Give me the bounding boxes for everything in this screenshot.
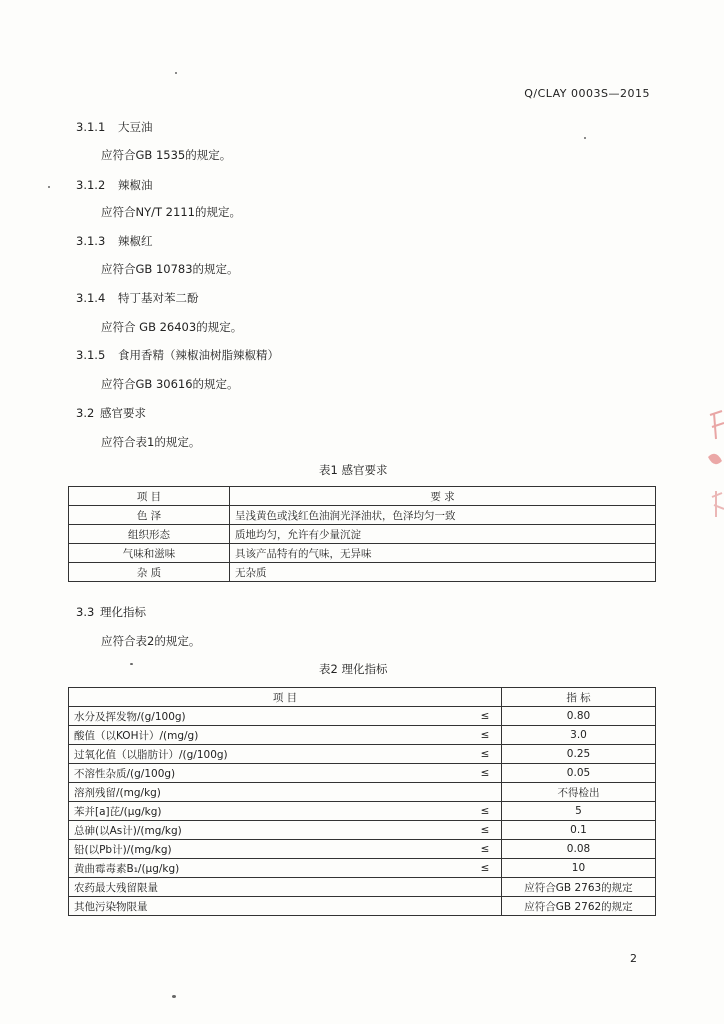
table-cell: 杂 质	[69, 563, 230, 582]
table-cell: ≤	[469, 764, 502, 783]
table-cell: ≤	[469, 726, 502, 745]
table-cell: 3.0	[501, 726, 655, 745]
section-heading: 3.1.2 辣椒油	[76, 178, 153, 192]
table-row	[69, 745, 656, 764]
section-text: 应符合表1的规定。	[101, 435, 201, 449]
section-heading: 3.1.3 辣椒红	[76, 234, 153, 248]
table-header-row	[69, 688, 656, 707]
table-cell: 不得检出	[501, 783, 655, 802]
table-row	[69, 840, 656, 859]
section-heading: 3.1.5 食用香精（辣椒油树脂辣椒精）	[76, 348, 279, 362]
table-cell: ≤	[469, 745, 502, 764]
section-text: 应符合GB 1535的规定。	[101, 148, 232, 162]
table-cell: 色 泽	[69, 506, 230, 525]
table-cell: 10	[501, 859, 655, 878]
table-cell: 无杂质	[230, 563, 656, 582]
table-header-row	[69, 487, 656, 506]
scan-speck	[584, 137, 586, 139]
section-text: 应符合表2的规定。	[101, 634, 201, 648]
physicochemical-table	[68, 687, 656, 916]
scan-speck	[130, 663, 133, 665]
section-heading: 3.3 理化指标	[76, 605, 146, 619]
table-cell: ≤	[469, 840, 502, 859]
table-row	[69, 802, 656, 821]
section-text: 应符合GB 10783的规定。	[101, 262, 239, 276]
table-cell: ≤	[469, 802, 502, 821]
section-text: 应符合NY/T 2111的规定。	[101, 205, 241, 219]
table-cell: 0.1	[501, 821, 655, 840]
table-cell: 酸值（以KOH计）/(mg/g)	[69, 726, 469, 745]
table-cell: 气味和滋味	[69, 544, 230, 563]
table-cell: 具该产品特有的气味，无异味	[230, 544, 656, 563]
table-cell: ≤	[469, 707, 502, 726]
scan-speck	[48, 186, 50, 188]
table-cell: 农药最大残留限量	[69, 878, 469, 897]
scan-speck	[172, 995, 176, 998]
table-cell: 0.05	[501, 764, 655, 783]
table-row	[69, 707, 656, 726]
table-row	[69, 563, 656, 582]
table1-caption: 表1 感官要求	[319, 463, 388, 477]
sensory-table	[68, 486, 656, 582]
table-row	[69, 544, 656, 563]
table-row	[69, 764, 656, 783]
table-header-cell: 要 求	[230, 487, 656, 506]
section-text: 应符合GB 30616的规定。	[101, 377, 239, 391]
table-cell: 铅(以Pb计)/(mg/kg)	[69, 840, 469, 859]
page-number: 2	[630, 952, 637, 965]
table-cell: 水分及挥发物/(g/100g)	[69, 707, 469, 726]
table-cell: 溶剂残留/(mg/kg)	[69, 783, 469, 802]
section-heading: 3.2 感官要求	[76, 406, 146, 420]
table2-caption: 表2 理化指标	[319, 662, 388, 676]
section-heading: 3.1.1 大豆油	[76, 120, 153, 134]
scan-speck	[175, 72, 177, 74]
standard-code: Q/CLAY 0003S—2015	[524, 87, 650, 100]
table-header-cell: 项 目	[69, 487, 230, 506]
table-cell: ≤	[469, 821, 502, 840]
seal-stamp-fragment	[700, 405, 724, 555]
table-cell: 0.80	[501, 707, 655, 726]
table-cell: 应符合GB 2763的规定	[501, 878, 655, 897]
table-header-cell: 项 目	[69, 688, 502, 707]
table-row	[69, 878, 656, 897]
table-cell: 过氧化值（以脂肪计）/(g/100g)	[69, 745, 469, 764]
table-cell: 应符合GB 2762的规定	[501, 897, 655, 916]
table-cell: 其他污染物限量	[69, 897, 469, 916]
table-cell: 质地均匀，允许有少量沉淀	[230, 525, 656, 544]
table-cell: 苯并[a]芘/(μg/kg)	[69, 802, 469, 821]
table-row	[69, 897, 656, 916]
table-cell: ≤	[469, 859, 502, 878]
table-cell: 组织形态	[69, 525, 230, 544]
table-cell	[469, 783, 502, 802]
table-header-cell: 指 标	[501, 688, 655, 707]
table-cell: 不溶性杂质/(g/100g)	[69, 764, 469, 783]
table-row	[69, 525, 656, 544]
table-cell	[469, 897, 502, 916]
table-cell: 5	[501, 802, 655, 821]
table-row	[69, 859, 656, 878]
table-row	[69, 726, 656, 745]
table-cell: 0.08	[501, 840, 655, 859]
table-row	[69, 783, 656, 802]
section-text: 应符合 GB 26403的规定。	[101, 320, 243, 334]
table-cell	[469, 878, 502, 897]
table-cell: 黄曲霉毒素B₁/(μg/kg)	[69, 859, 469, 878]
table-row	[69, 506, 656, 525]
table-cell: 0.25	[501, 745, 655, 764]
section-heading: 3.1.4 特丁基对苯二酚	[76, 291, 199, 305]
table-cell: 总砷(以As计)/(mg/kg)	[69, 821, 469, 840]
table-cell: 呈浅黄色或浅红色油润光泽油状，色泽均匀一致	[230, 506, 656, 525]
table-row	[69, 821, 656, 840]
